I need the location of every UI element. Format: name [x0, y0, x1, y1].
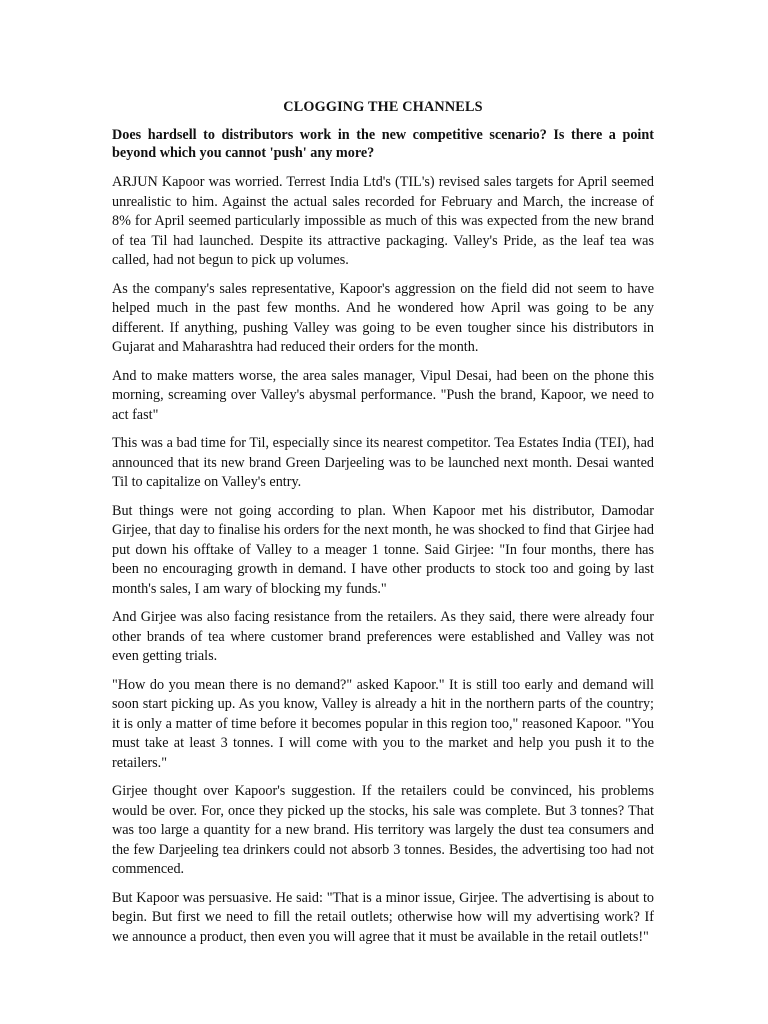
paragraph-5: But things were not going according to plan. When Kapoor met his distributor, Damodar Girjee, that day to finalise his orders for the next month, he was shocked to find that Girjee had put down his offtake of Valley to a meager 1 tonne. Said Girjee: "In four months, there has been no encouraging growth in demand. I have other products to stock too and going by last month's sales, I am wary of blocking my funds."	[112, 502, 654, 597]
paragraph-6: And Girjee was also facing resistance from the retailers. As they said, there were already four other brands of tea where customer brand preferences were established and Valley was not even getting trials.	[112, 609, 654, 664]
paragraph-9: But Kapoor was persuasive. He said: "That is a minor issue, Girjee. The advertising is about to begin. But first we need to fill the retail outlets; otherwise how will my advertising work? If we announce a product, then even you will agree that it must be available in the retail outlets!"	[112, 889, 654, 945]
paragraph-4: This was a bad time for Til, especially since its nearest competitor. Tea Estates India (TEI), had announced that its new brand Green Darjeeling was to be launched next month. Desai wanted Til to capitalize on Valley's entry.	[112, 435, 654, 490]
paragraph-1: ARJUN Kapoor was worried. Terrest India Ltd's (TIL's) revised sales targets for April seemed unrealistic to him. Against the actual sales recorded for February and March, the increase of 8% for April seemed particularly impossible as much of this was expected from the new brand of tea Til had launched. Despite its attractive packaging. Valley's Pride, as the leaf tea was called, had not begun to pick up volumes.	[112, 174, 654, 268]
page-subtitle: Does hardsell to distributors work in the new competitive scenario? Is there a point beyond which you cannot 'push' any more?	[112, 127, 654, 161]
paragraph-2: As the company's sales representative, Kapoor's aggression on the field did not seem to have helped much in the past few months. And he wondered how April was going to be any different. If anything, pushing Valley was going to be even tougher since his distributors in Gujarat and Maharashtra had reduced their orders for the month.	[112, 280, 654, 355]
page-title: CLOGGING THE CHANNELS	[283, 99, 483, 115]
paragraph-3: And to make matters worse, the area sales manager, Vipul Desai, had been on the phone this morning, screaming over Valley's abysmal performance. "Push the brand, Kapoor, we need to act fast"	[112, 367, 654, 423]
paragraph-7: "How do you mean there is no demand?" asked Kapoor." It is still too early and demand will soon start picking up. As you know, Valley is already a hit in the northern parts of the country; it is only a matter of time before it becomes popular in this region too," reasoned Kapoor. "You must take at least 3 tonnes. I will come with you to the market and help you push it to the retailers."	[112, 676, 654, 771]
paragraph-8: Girjee thought over Kapoor's suggestion. If the retailers could be convinced, his problems would be over. For, once they picked up the stocks, his sale was complete. But 3 tonnes? That was too large a quantity for a new brand. His territory was largely the dust tea consumers and the few Darjeeling tea drinkers could not absorb 3 tonnes. Besides, the advertising too had not commenced.	[112, 783, 654, 877]
document-page	[112, 98, 654, 956]
